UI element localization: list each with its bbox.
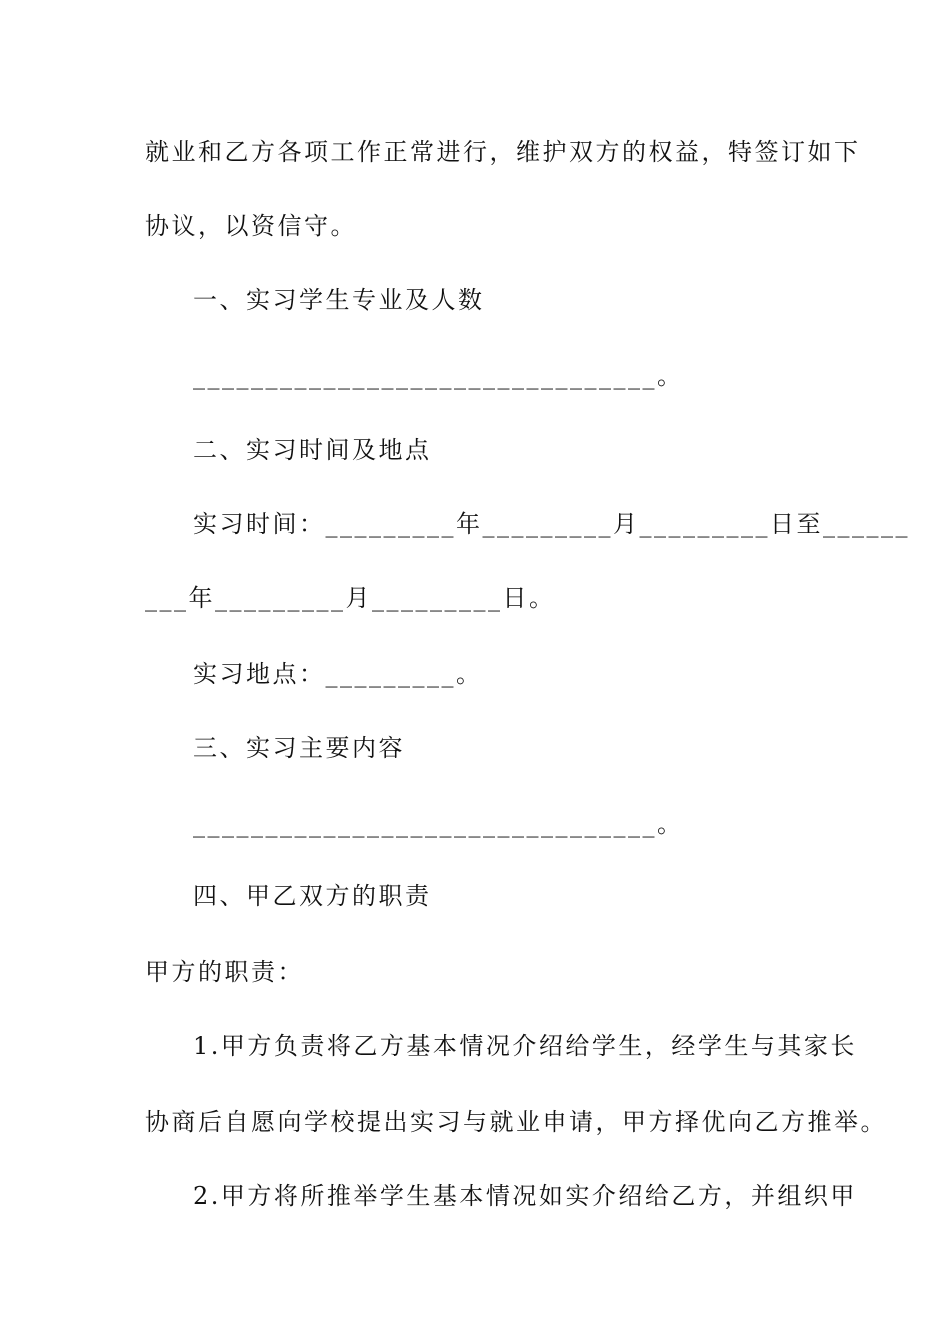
blank-fill-line: ________________________________。 xyxy=(193,362,684,390)
list-item: 1.甲方负责将乙方基本情况介绍给学生，经学生与其家长 xyxy=(193,1032,857,1060)
subheading: 甲方的职责： xyxy=(145,958,304,986)
paragraph-line: 协议，以资信守。 xyxy=(145,212,357,240)
paragraph-line: 实习地点：_________。 xyxy=(193,660,483,688)
section-heading: 三、实习主要内容 xyxy=(193,734,405,762)
paragraph-line: 就业和乙方各项工作正常进行，维护双方的权益，特签订如下 xyxy=(145,138,861,166)
section-heading: 二、实习时间及地点 xyxy=(193,436,432,464)
paragraph-line: 实习时间：_________年_________月_________日至______ xyxy=(193,510,910,538)
list-item: 2.甲方将所推举学生基本情况如实介绍给乙方，并组织甲 xyxy=(193,1182,857,1210)
blank-fill-line: ________________________________。 xyxy=(193,810,684,838)
section-heading: 四、甲乙双方的职责 xyxy=(193,882,432,910)
paragraph-line: 协商后自愿向学校提出实习与就业申请，甲方择优向乙方推举。 xyxy=(145,1108,887,1136)
section-heading: 一、实习学生专业及人数 xyxy=(193,286,485,314)
paragraph-line: ___年_________月_________日。 xyxy=(145,584,556,612)
